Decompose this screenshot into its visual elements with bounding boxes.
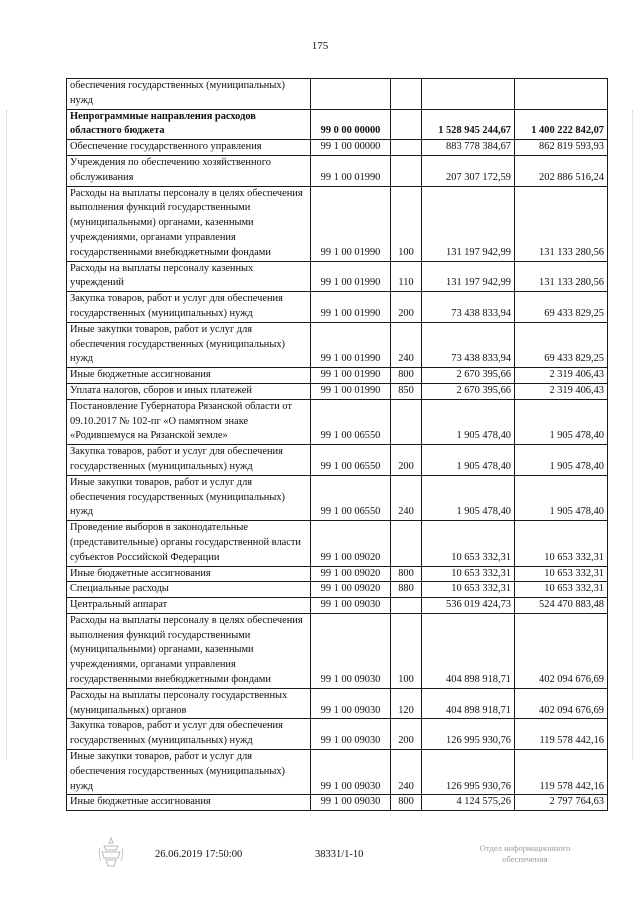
row-code-cell: 99 1 00 01990 [311, 368, 391, 384]
row-value-2019-cell: 536 019 424,73 [422, 598, 515, 614]
row-value-2019-cell: 1 905 478,40 [422, 445, 515, 476]
table-row [67, 566, 608, 582]
row-name-cell: Расходы на выплаты персоналу казенных учреждений [67, 261, 311, 292]
table-row [67, 613, 608, 688]
row-code-cell: 99 1 00 06550 [311, 399, 391, 444]
row-type-cell: 240 [391, 750, 422, 795]
row-name-cell: Непрограммные направления расходов областного бюджета [67, 109, 311, 140]
row-value-2020-cell: 10 653 332,31 [515, 566, 608, 582]
row-value-2019-cell: 126 995 930,76 [422, 750, 515, 795]
row-value-2020-cell [515, 79, 608, 110]
footer-datetime: 26.06.2019 17:50:00 [155, 849, 243, 860]
row-code-cell: 99 1 00 01990 [311, 261, 391, 292]
table-row [67, 261, 608, 292]
row-value-2019-cell: 10 653 332,31 [422, 521, 515, 566]
row-name-cell: Специальные расходы [67, 582, 311, 598]
row-type-cell: 100 [391, 186, 422, 261]
row-type-cell: 100 [391, 613, 422, 688]
row-type-cell: 240 [391, 322, 422, 367]
budget-table [66, 78, 608, 811]
row-type-cell [391, 79, 422, 110]
row-type-cell [391, 140, 422, 156]
row-code-cell: 99 1 00 01990 [311, 155, 391, 186]
row-value-2019-cell: 73 438 833,94 [422, 322, 515, 367]
row-value-2020-cell: 2 319 406,43 [515, 368, 608, 384]
row-code-cell: 99 1 00 09030 [311, 688, 391, 719]
row-value-2019-cell: 131 197 942,99 [422, 186, 515, 261]
page-edge-right [632, 110, 634, 760]
row-type-cell: 110 [391, 261, 422, 292]
row-name-cell: Расходы на выплаты персоналу государственных (муниципальных) органов [67, 688, 311, 719]
row-name-cell: Проведение выборов в законодательные (представительные) органы государственной власти субъектов Российской Федерации [67, 521, 311, 566]
row-name-cell: Расходы на выплаты персоналу в целях обеспечения выполнения функций государственными (муниципальными) органами, казенными учреждениями, органами управления государственными внебюджетными фондами [67, 613, 311, 688]
registration-stamp [445, 843, 605, 865]
row-value-2019-cell: 1 905 478,40 [422, 399, 515, 444]
row-value-2020-cell: 119 578 442,16 [515, 719, 608, 750]
row-type-cell [391, 521, 422, 566]
row-value-2020-cell: 524 470 883,48 [515, 598, 608, 614]
table-row [67, 399, 608, 444]
table-row [67, 79, 608, 110]
row-value-2019-cell: 2 670 395,66 [422, 383, 515, 399]
row-name-cell: обеспечения государственных (муниципальных) нужд [67, 79, 311, 110]
row-code-cell: 99 1 00 09030 [311, 613, 391, 688]
row-value-2020-cell: 402 094 676,69 [515, 613, 608, 688]
row-type-cell [391, 598, 422, 614]
footer-doc-number: 38331/1-10 [315, 849, 364, 860]
row-code-cell: 99 1 00 01990 [311, 186, 391, 261]
row-value-2019-cell [422, 79, 515, 110]
row-code-cell [311, 79, 391, 110]
row-code-cell: 99 1 00 09030 [311, 795, 391, 811]
row-value-2020-cell: 402 094 676,69 [515, 688, 608, 719]
stamp-line-2: обеспечения [502, 854, 548, 864]
table-row [67, 521, 608, 566]
table-row [67, 292, 608, 323]
row-name-cell: Постановление Губернатора Рязанской области от 09.10.2017 № 102-пг «О памятном знаке «Родившемуся на Рязанской земле» [67, 399, 311, 444]
row-name-cell: Закупка товаров, работ и услуг для обеспечения государственных (муниципальных) нужд [67, 292, 311, 323]
row-value-2019-cell: 1 905 478,40 [422, 475, 515, 520]
table-row [67, 368, 608, 384]
table-row [67, 109, 608, 140]
budget-table-body [67, 79, 608, 811]
table-row [67, 322, 608, 367]
row-type-cell [391, 109, 422, 140]
table-row [67, 688, 608, 719]
row-value-2019-cell: 883 778 384,67 [422, 140, 515, 156]
page-edge-left [6, 110, 8, 760]
stamp-line-1: Отдел информационного [479, 843, 571, 853]
row-code-cell: 99 1 00 09030 [311, 750, 391, 795]
row-value-2019-cell: 126 995 930,76 [422, 719, 515, 750]
row-name-cell: Иные закупки товаров, работ и услуг для обеспечения государственных (муниципальных) нужд [67, 750, 311, 795]
row-code-cell: 99 1 00 09030 [311, 719, 391, 750]
row-value-2020-cell: 1 905 478,40 [515, 399, 608, 444]
row-name-cell: Обеспечение государственного управления [67, 140, 311, 156]
row-type-cell: 200 [391, 445, 422, 476]
row-name-cell: Иные бюджетные ассигнования [67, 368, 311, 384]
row-value-2019-cell: 131 197 942,99 [422, 261, 515, 292]
row-value-2020-cell: 2 319 406,43 [515, 383, 608, 399]
row-name-cell: Иные бюджетные ассигнования [67, 566, 311, 582]
row-value-2019-cell: 207 307 172,59 [422, 155, 515, 186]
row-code-cell: 99 1 00 01990 [311, 322, 391, 367]
row-code-cell: 99 1 00 06550 [311, 445, 391, 476]
row-value-2020-cell: 69 433 829,25 [515, 292, 608, 323]
row-value-2020-cell: 202 886 516,24 [515, 155, 608, 186]
row-code-cell: 99 1 00 09020 [311, 521, 391, 566]
row-value-2020-cell: 862 819 593,93 [515, 140, 608, 156]
row-code-cell: 99 1 00 06550 [311, 475, 391, 520]
row-type-cell [391, 399, 422, 444]
row-value-2020-cell: 69 433 829,25 [515, 322, 608, 367]
row-value-2020-cell: 131 133 280,56 [515, 186, 608, 261]
row-type-cell: 880 [391, 582, 422, 598]
row-type-cell: 850 [391, 383, 422, 399]
table-row [67, 155, 608, 186]
row-value-2020-cell: 1 905 478,40 [515, 445, 608, 476]
table-row [67, 383, 608, 399]
row-value-2019-cell: 404 898 918,71 [422, 613, 515, 688]
table-row [67, 445, 608, 476]
page-number: 175 [311, 40, 329, 52]
row-code-cell: 99 1 00 09020 [311, 582, 391, 598]
row-code-cell: 99 1 00 09030 [311, 598, 391, 614]
row-value-2019-cell: 73 438 833,94 [422, 292, 515, 323]
table-row [67, 475, 608, 520]
row-value-2020-cell: 131 133 280,56 [515, 261, 608, 292]
row-code-cell: 99 1 00 09020 [311, 566, 391, 582]
row-code-cell: 99 1 00 01990 [311, 292, 391, 323]
row-name-cell: Закупка товаров, работ и услуг для обеспечения государственных (муниципальных) нужд [67, 719, 311, 750]
table-row [67, 140, 608, 156]
seal-icon [96, 836, 126, 870]
row-value-2020-cell: 2 797 764,63 [515, 795, 608, 811]
table-row [67, 795, 608, 811]
row-type-cell: 800 [391, 795, 422, 811]
row-type-cell: 120 [391, 688, 422, 719]
row-value-2020-cell: 119 578 442,16 [515, 750, 608, 795]
row-code-cell: 99 1 00 01990 [311, 383, 391, 399]
row-type-cell: 800 [391, 566, 422, 582]
row-value-2020-cell: 10 653 332,31 [515, 521, 608, 566]
row-type-cell: 800 [391, 368, 422, 384]
row-name-cell: Закупка товаров, работ и услуг для обеспечения государственных (муниципальных) нужд [67, 445, 311, 476]
row-name-cell: Центральный аппарат [67, 598, 311, 614]
table-row [67, 750, 608, 795]
row-value-2019-cell: 10 653 332,31 [422, 582, 515, 598]
table-row [67, 186, 608, 261]
table-row [67, 582, 608, 598]
table-row [67, 598, 608, 614]
row-type-cell: 200 [391, 719, 422, 750]
row-name-cell: Расходы на выплаты персоналу в целях обеспечения выполнения функций государственными (муниципальными) органами, казенными учреждениями, органами управления государственными внебюджетными фондами [67, 186, 311, 261]
row-value-2019-cell: 4 124 575,26 [422, 795, 515, 811]
row-name-cell: Уплата налогов, сборов и иных платежей [67, 383, 311, 399]
row-value-2019-cell: 1 528 945 244,67 [422, 109, 515, 140]
row-type-cell [391, 155, 422, 186]
row-value-2019-cell: 2 670 395,66 [422, 368, 515, 384]
row-type-cell: 200 [391, 292, 422, 323]
row-name-cell: Иные бюджетные ассигнования [67, 795, 311, 811]
row-value-2020-cell: 1 905 478,40 [515, 475, 608, 520]
row-value-2020-cell: 1 400 222 842,07 [515, 109, 608, 140]
row-value-2020-cell: 10 653 332,31 [515, 582, 608, 598]
row-code-cell: 99 1 00 00000 [311, 140, 391, 156]
row-value-2019-cell: 404 898 918,71 [422, 688, 515, 719]
row-name-cell: Учреждения по обеспечению хозяйственного обслуживания [67, 155, 311, 186]
row-value-2019-cell: 10 653 332,31 [422, 566, 515, 582]
row-name-cell: Иные закупки товаров, работ и услуг для обеспечения государственных (муниципальных) нужд [67, 475, 311, 520]
row-type-cell: 240 [391, 475, 422, 520]
table-row [67, 719, 608, 750]
row-code-cell: 99 0 00 00000 [311, 109, 391, 140]
row-name-cell: Иные закупки товаров, работ и услуг для обеспечения государственных (муниципальных) нужд [67, 322, 311, 367]
